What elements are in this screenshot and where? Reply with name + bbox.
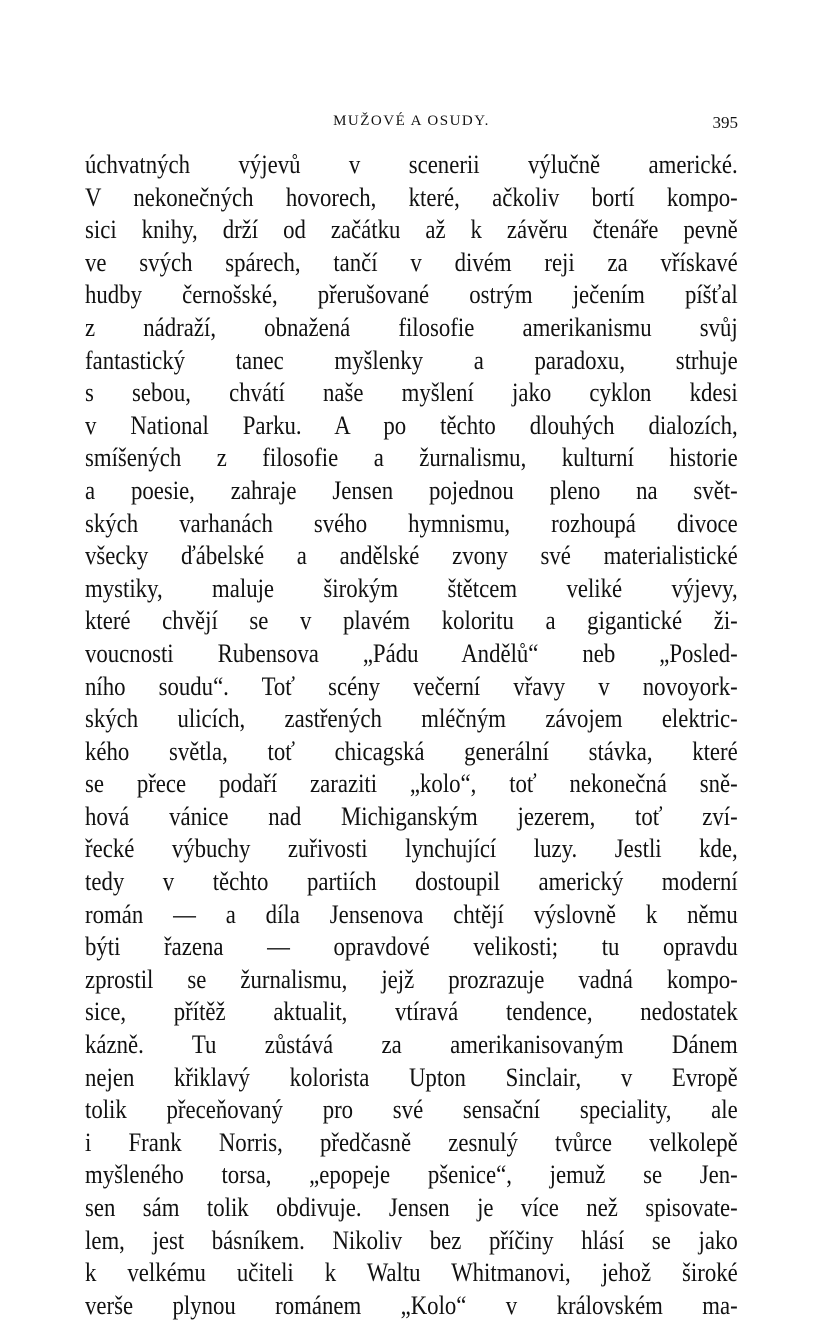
text-line: i Frank Norris, předčasně zesnulý tvůrce velkolepě <box>85 1126 738 1157</box>
text-line: ního soudu“. Toť scény večerní vřavy v novoyork- <box>85 670 738 701</box>
text-line: tedy v těchto partiích dostoupil americký moderní <box>85 866 738 897</box>
body-text <box>85 148 738 1321</box>
text-line: kého světla, toť chicagská generální stávka, které <box>85 735 738 766</box>
text-line: sici knihy, drží od začátku až k závěru čtenáře pevně <box>85 214 738 245</box>
text-line: román — a díla Jensenova chtějí výslovně k němu <box>85 898 738 929</box>
text-line: kázně. Tu zůstává za amerikanisovaným Dánem <box>85 1029 738 1060</box>
text-line: lem, jest básníkem. Nikoliv bez příčiny hlásí se jako <box>85 1224 738 1255</box>
text-line: mystiky, maluje širokým štětcem veliké výjevy, <box>85 572 738 603</box>
page-header <box>85 113 738 137</box>
text-line: V nekonečných hovorech, které, ačkoliv bortí kompo- <box>85 181 738 212</box>
text-line: v National Parku. A po těchto dlouhých dialozích, <box>85 409 738 440</box>
text-line: z nádraží, obnažená filosofie amerikanismu svůj <box>85 311 738 342</box>
text-line: myšleného torsa, „epopeje pšenice“, jemuž se Jen- <box>85 1159 738 1190</box>
text-line: které chvějí se v plavém koloritu a gigantické ži- <box>85 605 738 636</box>
text-line: a poesie, zahraje Jensen pojednou pleno na svět- <box>85 474 738 505</box>
text-line: se přece podaří zaraziti „kolo“, toť nekonečná sně- <box>85 768 738 799</box>
text-line: ských varhanách svého hymnismu, rozhoupá divoce <box>85 507 738 538</box>
text-line: verše plynou románem „Kolo“ v královském ma- <box>85 1289 738 1320</box>
text-line: fantastický tanec myšlenky a paradoxu, strhuje <box>85 344 738 375</box>
text-line: ských ulicích, zastřených mléčným závojem elektric- <box>85 703 738 734</box>
text-line: sice, přítěž aktualit, vtíravá tendence, nedostatek <box>85 996 738 1027</box>
text-line: hudby černošské, přerušované ostrým ječením píšťal <box>85 279 738 310</box>
running-title: MUŽOVÉ A OSUDY. <box>333 113 490 129</box>
text-line: k velkému učiteli k Waltu Whitmanovi, jehož široké <box>85 1257 738 1288</box>
text-line: řecké výbuchy zuřivosti lynchující luzy. Jestli kde, <box>85 833 738 864</box>
text-line: tolik přeceňovaný pro své sensační speciality, ale <box>85 1094 738 1125</box>
text-line: zprostil se žurnalismu, jejž prozrazuje vadná kompo- <box>85 963 738 994</box>
text-line: nejen křiklavý kolorista Upton Sinclair, v Evropě <box>85 1061 738 1092</box>
text-line: úchvatných výjevů v scenerii výlučně americké. <box>85 149 738 179</box>
text-line: všecky ďábelské a andělské zvony své materialistické <box>85 540 738 571</box>
text-line: hová vánice nad Michiganským jezerem, toť zví- <box>85 800 738 831</box>
text-line: s sebou, chvátí naše myšlení jako cyklon kdesi <box>85 377 738 408</box>
text-line: voucnosti Rubensova „Pádu Andělů“ neb „Posled- <box>85 637 738 668</box>
text-line: smíšených z filosofie a žurnalismu, kulturní historie <box>85 442 738 473</box>
text-line: sen sám tolik obdivuje. Jensen je více než spisovate- <box>85 1192 738 1222</box>
text-line: býti řazena — opravdové velikosti; tu opravdu <box>85 931 738 962</box>
text-line: ve svých spárech, tančí v divém reji za vřískavé <box>85 246 738 277</box>
page-number: 395 <box>712 113 738 132</box>
